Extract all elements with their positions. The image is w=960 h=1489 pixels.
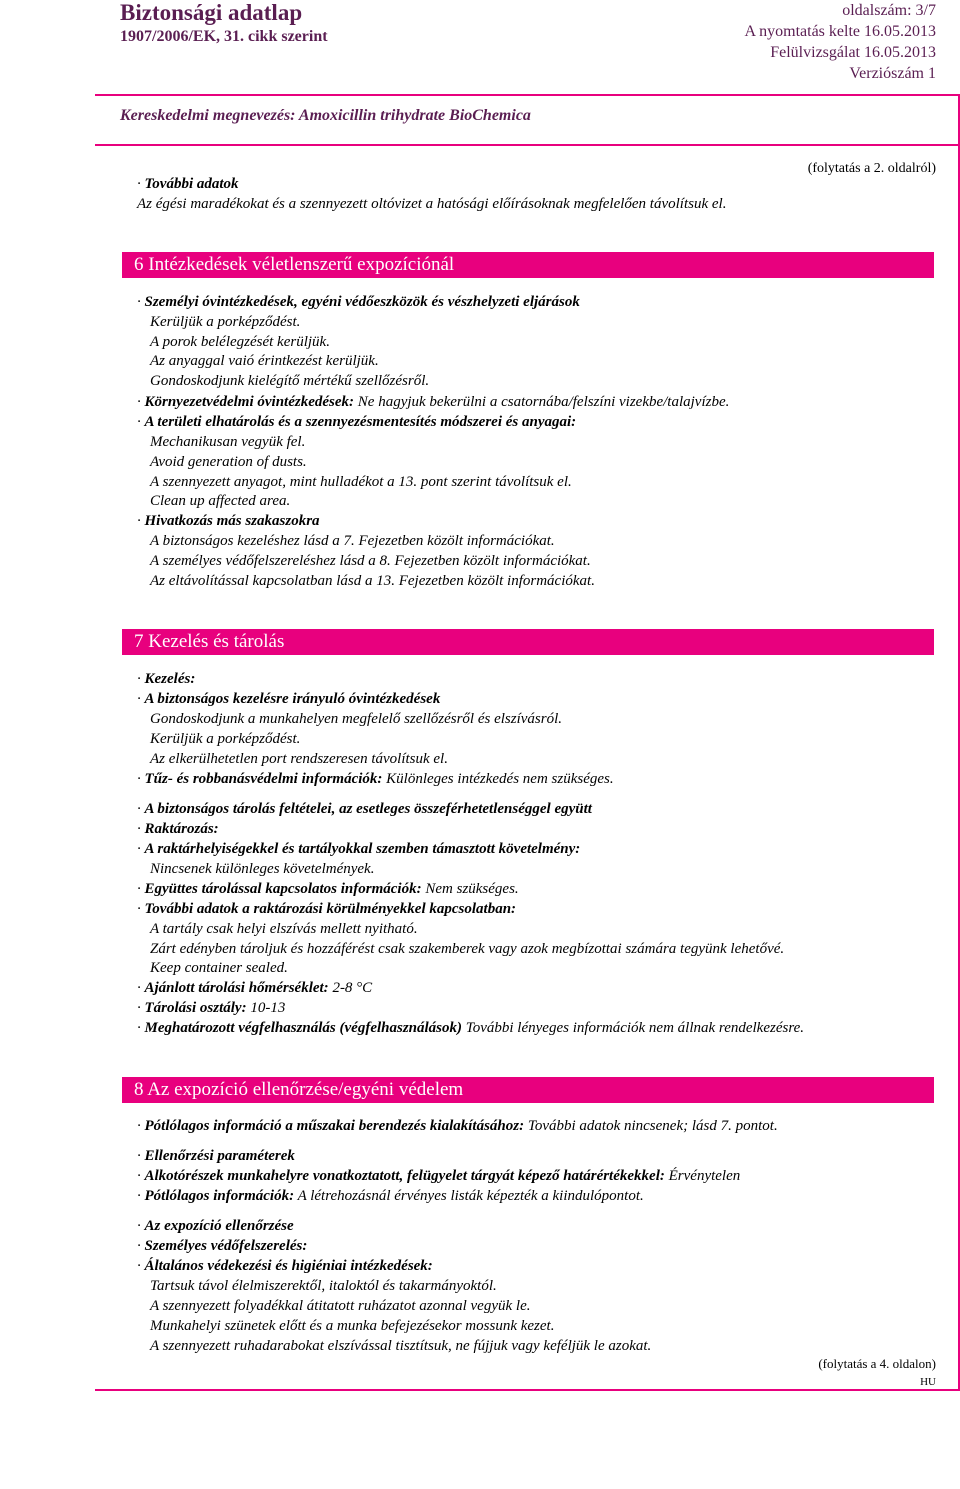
regulation-subtitle: 1907/2006/EK, 31. cikk szerint (120, 28, 328, 45)
storage-heading: · Raktározás: (137, 821, 219, 837)
reference-line: Az eltávolítással kapcsolatban lásd a 13. Fejezetben közölt információkat. (150, 573, 595, 589)
storage-class: · Tárolási osztály: 10-13 (137, 1000, 286, 1016)
section-6-header: 6 Intézkedések véletlenszerű expozíciónál (122, 252, 934, 278)
document-title: Biztonsági adatlap (120, 0, 303, 25)
requirements-text: Nincsenek különleges követelmények. (150, 861, 375, 877)
trade-rule (95, 144, 960, 146)
safe-handling-line: Az elkerülhetetlen port rendszeresen távolítsuk el. (150, 751, 448, 767)
further-data-heading: · További adatok (137, 176, 239, 192)
trade-name: Kereskedelmi megnevezés: Amoxicillin trihydrate BioChemica (120, 107, 531, 124)
exposure-control: · Az expozíció ellenőrzése (137, 1218, 294, 1234)
storage-conditions: · A biztonságos tárolás feltételei, az esetleges összeférhetetlenséggel együtt (137, 801, 592, 817)
reference-line: A biztonságos kezeléshez lásd a 7. Fejezetben közölt információkat. (150, 533, 555, 549)
storage-temperature: · Ajánlott tárolási hőmérséklet: 2-8 °C (137, 980, 373, 996)
control-parameters: · Ellenőrzési paraméterek (137, 1148, 295, 1164)
containment-line: Clean up affected area. (150, 493, 291, 509)
containment-line: Mechanikusan vegyük fel. (150, 434, 306, 450)
personal-line: Gondoskodjunk kielégítő mértékű szellőzésről. (150, 373, 430, 389)
hygiene-line: Tartsuk távol élelmiszerektől, italoktól és takarmányoktól. (150, 1278, 497, 1294)
personal-heading: · Személyi óvintézkedések, egyéni védőeszközök és vészhelyzeti eljárások (137, 294, 580, 310)
further-storage-line: Keep container sealed. (150, 960, 288, 976)
continued-from: (folytatás a 2. oldalról) (807, 161, 936, 176)
additional-info: · Pótlólagos információk: A létrehozásnál érvényes listák képezték a kiindulópontot. (137, 1188, 644, 1204)
further-data-text: Az égési maradékokat és a szennyezett oltóvizet a hatósági előírásoknak megfelelően távolítsuk el. (137, 196, 727, 212)
personal-line: A porok belélegzését kerüljük. (150, 334, 330, 350)
hygiene-line: A szennyezett ruhadarabokat elszívással tisztítsuk, ne fújjuk vagy keféljük le azokat. (150, 1338, 652, 1354)
further-storage-heading: · További adatok a raktározási körülményekkel kapcsolatban: (137, 901, 517, 917)
env-precautions: · Környezetvédelmi óvintézkedések: Ne hagyjuk bekerülni a csatornába/felszíni vizekbe/talajvízbe. (137, 394, 730, 410)
reference-heading: · Hivatkozás más szakaszokra (137, 513, 320, 529)
hygiene-line: A szennyezett folyadékkal átitatott ruházatot azonnal vegyük le. (150, 1298, 531, 1314)
safe-handling-line: Gondoskodjunk a munkahelyen megfelelő szellőzésről és elszívásról. (150, 711, 563, 727)
hygiene-heading: · Általános védekezési és higiéniai intézkedések: (137, 1258, 433, 1274)
header-rule (95, 94, 960, 96)
revision-date: Felülvizsgálat 16.05.2013 (770, 44, 936, 61)
ppe-heading: · Személyes védőfelszerelés: (137, 1238, 308, 1254)
footer-rule (95, 1389, 960, 1391)
further-storage-line: Zárt edényben tároljuk és hozzáférést csak szakemberek vagy azok megbízottai számára tegyünk lehetővé. (150, 941, 785, 957)
personal-line: Kerüljük a porképződést. (150, 314, 301, 330)
document-meta (744, 0, 936, 84)
section-8-header: 8 Az expozíció ellenőrzése/egyéni védelem (122, 1077, 934, 1103)
containment-line: A szennyezett anyagot, mint hulladékot a 13. pont szerint távolítsuk el. (150, 474, 572, 490)
containment-line: Avoid generation of dusts. (150, 454, 307, 470)
limit-values: · Alkotórészek munkahelyre vonatkoztatott, felügyelet tárgyát képező határértékekkel: Érvénytelen (137, 1168, 741, 1184)
personal-line: Az anyaggal vaió érintkezést kerüljük. (150, 353, 379, 369)
document-header (120, 0, 328, 47)
fire-protection: · Tűz- és robbanásvédelmi információk: Különleges intézkedés nem szükséges. (137, 771, 614, 787)
language-code: HU (920, 1376, 936, 1388)
joint-storage: · Együttes tárolással kapcsolatos információk: Nem szükséges. (137, 881, 519, 897)
requirements-heading: · A raktárhelyiségekkel és tartályokkal szemben támasztott követelmény: (137, 841, 581, 857)
containment-heading: · A területi elhatárolás és a szennyezésmentesítés módszerei és anyagai: (137, 414, 577, 430)
version-number: Verziószám 1 (849, 65, 936, 82)
further-storage-line: A tartály csak helyi elszívás mellett nyitható. (150, 921, 418, 937)
end-use: · Meghatározott végfelhasználás (végfelhasználások) További lényeges információk nem állnak rendelkezésre. (137, 1020, 805, 1036)
handling-heading: · Kezelés: (137, 671, 196, 687)
section-7-header: 7 Kezelés és tárolás (122, 629, 934, 655)
engineering-info: · Pótlólagos információ a műszakai berendezés kialakításához: További adatok nincsenek; lásd 7. pontot. (137, 1118, 778, 1134)
page-number: oldalszám: 3/7 (842, 2, 936, 19)
hygiene-line: Munkahelyi szünetek előtt és a munka befejezésekor mossunk kezet. (150, 1318, 555, 1334)
print-date: A nyomtatás kelte 16.05.2013 (744, 23, 936, 40)
continued-to: (folytatás a 4. oldalon) (818, 1356, 936, 1371)
safe-handling-heading: · A biztonságos kezelésre irányuló óvintézkedések (137, 691, 441, 707)
reference-line: A személyes védőfelszereléshez lásd a 8. Fejezetben közölt információkat. (150, 553, 591, 569)
safe-handling-line: Kerüljük a porképződést. (150, 731, 301, 747)
